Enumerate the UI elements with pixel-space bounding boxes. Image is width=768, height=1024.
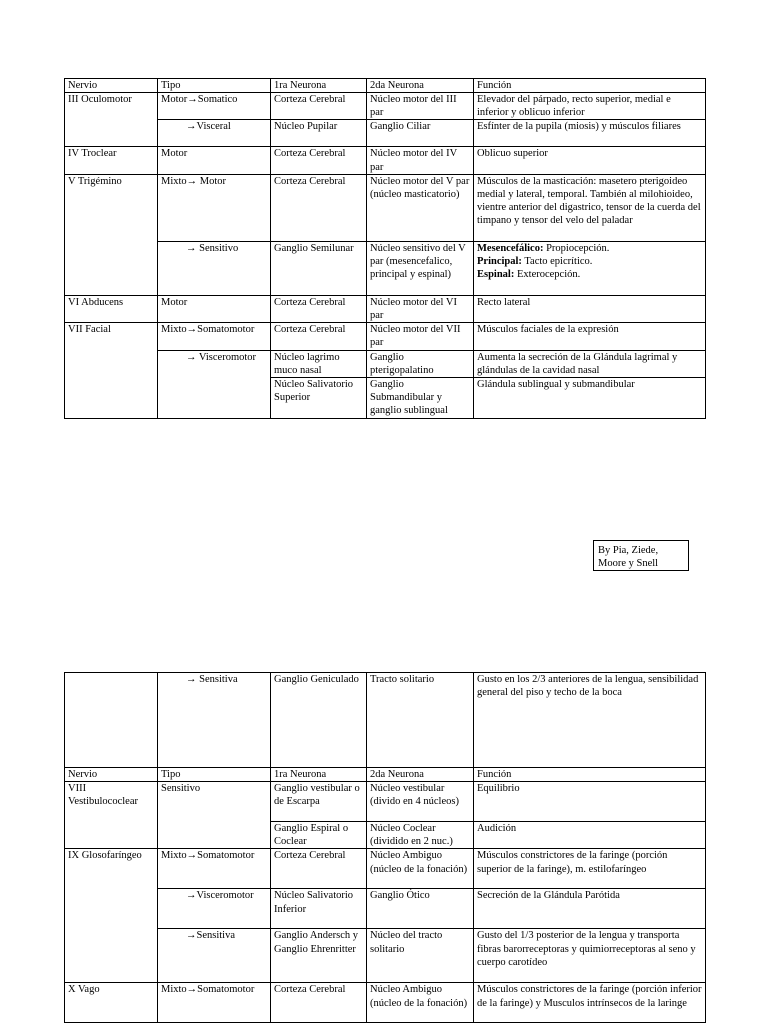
cell-2da-neurona: Núcleo motor del VII par [367,322,474,350]
cell-tipo: → Visceromotor [158,350,271,418]
cell-1ra-neurona: Núcleo Salivatorio Inferior [271,889,367,929]
cell-1ra-neurona: Corteza Cerebral [271,147,367,174]
cell-1ra-neurona: Ganglio Espiral o Coclear [271,822,367,849]
table-row [65,120,706,147]
cell-2da-neurona: Ganglio Ciliar [367,120,474,147]
cell-nervio: X Vago [65,983,158,1023]
header-1ra-neurona: 1ra Neurona [271,768,367,782]
cell-tipo: Mixto→ Motor [158,174,271,241]
cell-2da-neurona: Núcleo motor del III par [367,93,474,120]
cell-tipo: →Visceromotor [158,889,271,929]
cell-funcion: Aumenta la secreción de la Glándula lagrimal y glándulas de la cavidad nasal [474,350,706,377]
table-row [65,241,706,295]
cell-tipo: →Sensitiva [158,929,271,983]
cell-funcion: Músculos constrictores de la faringe (porción superior de la faringe), m. estilofaríngeo [474,849,706,889]
cell-1ra-neurona: Ganglio Andersch y Ganglio Ehrenritter [271,929,367,983]
cell-1ra-neurona: Ganglio Geniculado [271,673,367,768]
cell-nervio: VII Facial [65,322,158,418]
cell-funcion: Secreción de la Glándula Parótida [474,889,706,929]
cell-1ra-neurona: Corteza Cerebral [271,322,367,350]
table-header-row [65,79,706,93]
cell-1ra-neurona: Corteza Cerebral [271,295,367,322]
header-1ra-neurona: 1ra Neurona [271,79,367,93]
cell-nervio: V Trigémino [65,174,158,295]
cell-nervio [65,673,158,768]
cell-tipo: Mixto→Somatomotor [158,849,271,889]
cell-nervio: IV Troclear [65,147,158,174]
table-row [65,147,706,174]
table-row [65,782,706,822]
table-row [65,983,706,1023]
cell-nervio: VIII Vestibulococlear [65,782,158,849]
table-row [65,929,706,983]
table-row [65,350,706,377]
cell-1ra-neurona: Corteza Cerebral [271,983,367,1023]
table-row [65,889,706,929]
funcion-line-principal: Principal: Tacto epicrítico. [477,255,593,267]
cell-tipo: → Sensitivo [158,241,271,295]
header-funcion: Función [474,768,706,782]
header-tipo: Tipo [158,768,271,782]
cranial-nerves-table-1 [64,78,706,419]
table-row [65,174,706,241]
cell-funcion: Glándula sublingual y submandibular [474,378,706,419]
table-row [65,322,706,350]
cell-funcion: Músculos faciales de la expresión [474,322,706,350]
cell-2da-neurona: Núcleo motor del VI par [367,295,474,322]
cell-2da-neurona: Núcleo del tracto solitario [367,929,474,983]
cell-funcion: Audición [474,822,706,849]
cell-2da-neurona: Núcleo Coclear (dividido en 2 nuc.) [367,822,474,849]
cell-2da-neurona: Núcleo Ambiguo (núcleo de la fonación) [367,983,474,1023]
cell-nervio: VI Abducens [65,295,158,322]
cell-funcion: Gusto en los 2/3 anteriores de la lengua, sensibilidad general del piso y techo de la boca [474,673,706,768]
header-funcion: Función [474,79,706,93]
cell-tipo: Motor→Somatico [158,93,271,120]
cell-1ra-neurona: Corteza Cerebral [271,93,367,120]
cell-2da-neurona: Ganglio Ótico [367,889,474,929]
credit-box: By Pia, Ziede, Moore y Snell [593,540,689,571]
cell-tipo: → Sensitiva [158,673,271,768]
cell-tipo: Mixto→Somatomotor [158,322,271,350]
cell-tipo: Motor [158,295,271,322]
cell-2da-neurona: Núcleo Ambiguo (núcleo de la fonación) [367,849,474,889]
funcion-line-mesencefalico: Mesencefálico: Propiocepción. [477,242,610,254]
cell-2da-neurona: Núcleo vestibular (divido en 4 núcleos) [367,782,474,822]
cell-2da-neurona: Ganglio pterigopalatino [367,350,474,377]
cell-1ra-neurona: Núcleo Pupilar [271,120,367,147]
header-nervio: Nervio [65,768,158,782]
table-row [65,93,706,120]
cell-nervio: III Oculomotor [65,93,158,147]
cell-funcion [474,241,706,295]
cell-tipo: →Visceral [158,120,271,147]
cell-2da-neurona: Ganglio Submandibular y ganglio sublingual [367,378,474,419]
cell-funcion: Equilibrio [474,782,706,822]
cell-2da-neurona: Núcleo motor del IV par [367,147,474,174]
cell-tipo: Sensitivo [158,782,271,849]
cranial-nerves-table-2 [64,672,706,1023]
header-tipo: Tipo [158,79,271,93]
cell-funcion: Músculos de la masticación: masetero pterigoideo medial y lateral, temporal. También al milohioideo, vientre anterior del digastrico, tensor de la cuerda del timpano y tensor del velo del paladar [474,174,706,241]
cell-tipo: Mixto→Somatomotor [158,983,271,1023]
table-row [65,295,706,322]
cell-1ra-neurona: Ganglio vestibular o de Escarpa [271,782,367,822]
cell-funcion: Elevador del párpado, recto superior, medial e inferior y oblicuo inferior [474,93,706,120]
cell-2da-neurona: Tracto solitario [367,673,474,768]
cell-1ra-neurona: Corteza Cerebral [271,849,367,889]
cell-1ra-neurona: Núcleo lagrimo muco nasal [271,350,367,377]
header-2da-neurona: 2da Neurona [367,79,474,93]
cell-funcion: Oblicuo superior [474,147,706,174]
funcion-line-espinal: Espinal: Exterocepción. [477,268,581,280]
table-header-row [65,768,706,782]
cell-nervio: IX Glosofaríngeo [65,849,158,983]
cell-2da-neurona: Núcleo motor del V par (núcleo masticatorio) [367,174,474,241]
cell-1ra-neurona: Núcleo Salivatorio Superior [271,378,367,419]
cell-funcion: Recto lateral [474,295,706,322]
header-nervio: Nervio [65,79,158,93]
cell-1ra-neurona: Corteza Cerebral [271,174,367,241]
table-row [65,673,706,768]
table-row [65,849,706,889]
cell-funcion: Esfínter de la pupila (miosis) y músculos filiares [474,120,706,147]
cell-funcion: Gusto del 1/3 posterior de la lengua y transporta fibras barorreceptoras y quimiorreceptoras al seno y cuerpo carotídeo [474,929,706,983]
cell-tipo: Motor [158,147,271,174]
cell-1ra-neurona: Ganglio Semilunar [271,241,367,295]
cell-2da-neurona: Núcleo sensitivo del V par (mesencefalico, principal y espinal) [367,241,474,295]
header-2da-neurona: 2da Neurona [367,768,474,782]
cell-funcion: Músculos constrictores de la faringe (porción inferior de la faringe) y Musculos intrínsecos de la laringe [474,983,706,1023]
